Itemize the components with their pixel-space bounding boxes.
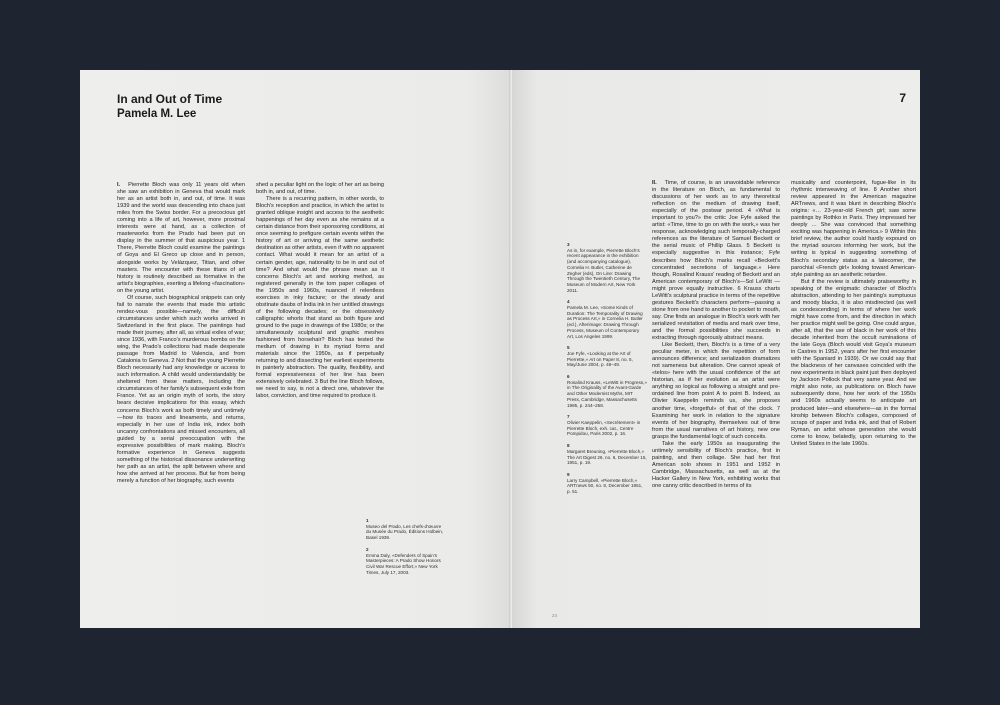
footnote-number: 1 [366, 518, 369, 523]
paragraph: Like Beckett, then, Bloch's is a time of a very peculiar meter, in which the repetition of form announces difference; and serialization dramatizes not sameness but alteration. One cannot speak of «telos» here with the usual confidence of the art historian, as if her evolution as an artist were anything so logical as following a straight and pre-ordained line from point A to point B. Indeed, as Olivier Kaeppelin reminds us, she proposes another time, «forgetful» of that of the clock. 7 Examining her work in relation to the signature events of her biography, themselves out of time from the usual narratives of art history, new one grasps the fundamental logic of such conceits. [652, 342, 780, 440]
footnote-number: 2 [366, 546, 369, 552]
footnote-number: 5 [567, 345, 570, 351]
right-column-2 [791, 180, 916, 448]
page-number: 7 [899, 91, 906, 105]
footnote-text: Emma Daly, «Defenders of Spain's Masterpieces: A Prado Show Honors Civil War Rescue Effort,» New York Times, July 17, 2003. [366, 552, 441, 575]
footnote-number: 9 [567, 471, 570, 477]
footnote-text: Olivier Kaeppelin, «Secrètement» in Pierrette Bloch, exh. cat., Centre Pompidou, Paris 2002, p. 16. [567, 419, 641, 437]
footnote-text: Rosalind Krauss, «LeWitt in Progress,» in The Originality of the Avant-Garde and Other Modernist Myths, MIT Press, Cambridge, Massachusetts 1985, p. 244–258. [567, 379, 647, 408]
footnote-number: 6 [567, 374, 570, 380]
footnote [567, 242, 647, 293]
footnote-number: 7 [567, 414, 570, 420]
folio: 24 [552, 613, 558, 618]
footnote-text: Margaret Breuning, «Pierrette Bloch,» The Art Digest 26, no. 6, December 15, 1951, p. 19. [567, 448, 647, 466]
paragraph: There is a recurring pattern, in other words, to Bloch's reception and practice, in which the artist is granted oblique insight and access to the aesthetic happenings of her day even as she remains at a certain distance from their sponsoring conditions, at once seeming to prefigure certain events within the history of art or arriving at the same aesthetic destination as other artists, even if with no apparent contact. What would it mean for an artist of a certain gender, age, nationality to be in and out of time? And what would the phrase mean as it concerns Bloch's art and working method, as registered generally in the torn paper collages of the 1950s and 1960s, nuanced if relentless exercises in inky facture; or the steady and obstinate daubs of India ink in her untitled drawings of the following decades; or the obsessively calligraphic whorls that stand as both figure and ground to the page in drawings of the 1980s; or the simultaneously sculptural and graphic meshes fashioned from horsehair? Bloch has tested the medium of drawing in its myriad forms and materials since the 1950s, as if perpetually returning to and dissecting her earliest experiments in painterly abstraction. The quality, flexibility, and formal expressiveness of her line has been extensively celebrated. 3 But the line Bloch follows, we need to say, is not a direct one, whatever the labor, conviction, and time required to produce it. [256, 196, 384, 400]
left-column-1 [117, 182, 245, 485]
paragraph-text: Time, of course, is an unavoidable reference in the literature on Bloch, as fundamental to discussions of her work as to any theoretical reflection on the medium of drawing itself, especially of the postwar period. 4 «What is important to you?» the critic Joe Fyfe asked the artist: «Time, time to go on with the work,» was her response, acknowledging such temporally-charged references as the literature of Samuel Beckett or the serial music of Phillip Glass. 5 Beckett is especially suggestive in this instance; Fyfe describes how Bloch's marks recall «Beckett's concentrated secretions of language.» Here though, Rosalind Krauss' reading of Beckett and an American contemporary of Bloch's—Sol LeWitt — might prove equally instructive. 6 Krauss charts LeWitt's sculptural practice in terms of the repetitive gestures Beckett's characters perform—passing a stone from one hand to another to pocket to mouth, say. One finds an analogue in Bloch's work with her serialized revisitation of media and mark over time, and the formal possibilities she succeeds in extracting through rigorously abstract means. [652, 180, 780, 342]
paragraph [652, 180, 780, 342]
essay-author: Pamela M. Lee [117, 108, 197, 120]
right-page [512, 70, 920, 628]
footnote-number: 8 [567, 443, 570, 449]
section-number: I. [117, 182, 121, 188]
paragraph [117, 182, 245, 295]
left-page [80, 70, 512, 628]
footnote-text: As in, for example, Pierrette Bloch's recent appearance in the exhibition (and accompanying catalogue), Cornelia H. Butler, Catherine de Zegher (eds), On Line: Drawing Through the Twentieth Century, The Museum of Modern Art, New York 2011. [567, 247, 641, 293]
paragraph: Of course, such biographical snippets can only fail to narrate the events that made this artistic rendez-vous possible—namely, the difficult circumstances under which such works arrived in Switzerland in the first place. The paintings had made their journey, after all, as virtual exiles of war; since 1936, with Franco's murderous bombs on the wing, the Prado's collections had made desperate passage from Madrid to Valencia, and from Catalonia to Geneva. 2 Not that the young Pierrette Bloch necessarily had any knowledge or access to such information. A child would understandably be sheltered from these matters, including the circumstances of her family's subsequent exile from France. Yet as an origin myth of sorts, the story bears decisive implications for this essay, which concerns Bloch's work as both timely and untimely—how its traces and lineaments, and returns, especially in her use of India ink, index both uncanny confrontations and missed encounters, all guided by a serial preoccupation with the expressive possibilities of mark making. Bloch's formative experience in Geneva suggests something of the historical dissonance underwriting her path as an artist, the split between where and how she arrived at her process. But far from being merely a function of her biography, such events [117, 294, 245, 484]
paragraph: musicality and counterpoint, fugue-like in its rhythmic interweaving of line. 8 Another short review appeared in the American magazine ARTnews, and it was blunt in describing Bloch's origins: «… 23-year-old French girl; saw some paintings by Rothko in Paris. They impressed her deeply … She was convinced that something exciting was happening in America.» 9 Within this brief review, the author could hardly expound on the myriad sources informing her work, but the writing is typical in suggesting something of Bloch's secondary status as a latecomer, the parochial «French girl» looking toward American-style painting as an aesthetic retardee. [791, 180, 916, 278]
footnote-text: Larry Campbell, «Pierrette Bloch,» ARTnews 50, no. 8, December 1951, p. 51. [567, 477, 643, 495]
footnote [567, 443, 647, 466]
left-footnotes [366, 518, 446, 581]
footnote [366, 547, 446, 576]
footnote [567, 472, 647, 495]
essay-title: In and Out of Time [117, 92, 223, 106]
footnote-number: 3 [567, 242, 570, 247]
footnote [567, 374, 647, 408]
paragraph: But if the review is ultimately praiseworthy in speaking of the enigmatic character of Bloch's abstraction, attending to her painting's sumptuous and moody blacks, it is also misdirected (as well as condescending) in terms of where her work might have come from, and the direction in which her practice might well be going. One could argue, after all, that the use of black in her work of this decade inherited from the occult ruminations of the late Goya (Bloch would visit Goya's museum in Castres in 1952, years after her first encounter with the Spaniard in 1939). Or we could say that the blackness of her canvases coincided with the new experiments in black paint just then deployed by Jackson Pollock that very same year. And we might also note, as publications on Bloch have subsequently done, how her work of the 1950s and 1960s actually seems to anticipate art produced later—and elsewhere—as in the formal kinship between Bloch's collages, composed of scraps of paper and India ink, and that of Robert Ryman, an artist whose generation she would come to know, belatedly, upon returning to the United States in the late 1960s. [791, 278, 916, 447]
paragraph: shed a peculiar light on the logic of her art as being both in, and out, of time. [256, 182, 384, 196]
footnote [366, 518, 446, 541]
paragraph-text: Pierrette Bloch was only 11 years old when she saw an exhibition in Geneva that would mark her as an artist both in, and out, of time. It was 1939 and the world was descending into chaos just miles from the Swiss border. For a precocious girl coming into a life of art, however, more proximal interests were at hand, as a collection of masterworks from the Prado had been put on display in the summer of that auspicious year. 1 There, Pierrette Bloch could examine the paintings of Goya and El Greco up close and in person, alongside works by Velázquez, Titian, and other masters. The encounter with these titans of art history is routinely described as formative in the artist's biographies, exerting a lifelong «fascination» on the young artist. [117, 182, 245, 294]
right-footnotes [567, 242, 647, 501]
footnote-text: Pamela M. Lee, «Some Kinds of Duration: The Temporality of Drawing as Process Art,» in Cornelia H. Butler (ed.), Afterimage: Drawing Through Process, Museum of Contemporary Art, Los Angeles 1999. [567, 305, 643, 339]
footnote-text: Museo del Prado, Les chefs-d'œuvre du Musée du Prado, Éditions Holbein, Basel 1939. [366, 523, 444, 541]
right-column-1 [652, 180, 780, 490]
footnote-text: Joe Fyfe, «Looking at the Art of Pierrette,» Art on Paper 8, no. 5, May/June 2004, p. 48–49. [567, 350, 633, 368]
footnote-number: 4 [567, 299, 570, 305]
paragraph: Take the early 1950s as inaugurating the untimely sensibility of Bloch's practice, first in painting, and then collage. She had her first American solo shows in 1951 and 1952 in Cambridge, Massachusetts, as well as at the Hacker Gallery in New York, exhibiting works that one canny critic described in terms of its [652, 440, 780, 490]
footnote [567, 414, 647, 437]
footnote [567, 345, 647, 368]
left-column-2 [256, 182, 384, 400]
section-number: II. [652, 180, 657, 186]
footnote [567, 299, 647, 339]
